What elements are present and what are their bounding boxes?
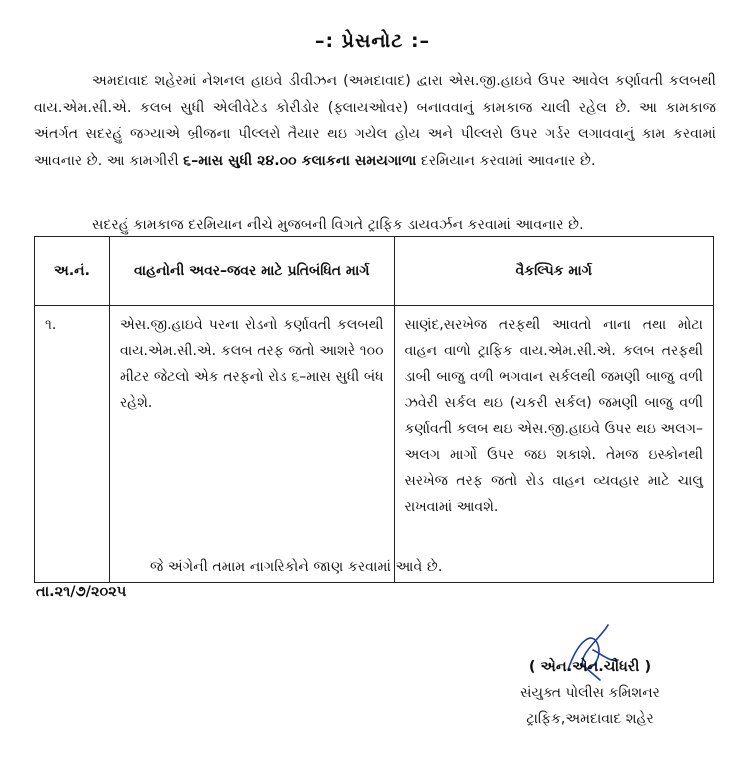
intro-tail: દરમિયાન કરવામાં આવનાર છે. bbox=[416, 152, 596, 169]
row-serial-no: ૧. bbox=[35, 306, 110, 583]
footer-note: જે અંગેની તમામ નાગરિકોને જાણ કરવામાં આવે છે. bbox=[150, 559, 443, 575]
intro-paragraph bbox=[34, 68, 716, 174]
signatory-name: ( એન.એન.ચૌધરી ) bbox=[528, 659, 652, 675]
press-note-title: –: પ્રેસનોટ :– bbox=[314, 30, 431, 52]
issue-date: તા.૨૧/૭/૨૦૨૫ bbox=[36, 584, 127, 600]
header-serial-no: અ.નં. bbox=[35, 237, 110, 306]
table-row bbox=[35, 306, 714, 583]
table-header-row bbox=[35, 237, 714, 306]
diversion-intro-paragraph: સદરહું કામકાજ દરમિયાન નીચે મુજબની વિગતે ટ્રાફિક ડાયવર્ઝન કરવામાં આવનાર છે. bbox=[92, 217, 584, 233]
signatory-office: ટ્રાફિક,અમદાવાદ શહેર bbox=[526, 711, 654, 727]
header-alternate-route: વૈકલ્પિક માર્ગ bbox=[394, 237, 714, 306]
intro-text: અમદાવાદ શહેરમાં નેશનલ હાઇવે ડીવીઝન (અમદાવાદ) દ્વારા એસ.જી.હાઇવે ઉપર આવેલ કર્ણાવતી કલબથી વાય.એમ.સી.એ. કલબ સુધી એલીવેટેડ કોરીડોર (ફ્લાયઓવર) બનાવવાનું કામકાજ ચાલી રહેલ છે. આ કામકાજ અંતર્ગત સદરહું જગ્યાએ બ્રીજના પીલ્લરો તૈયાર થઇ ગયેલ હોય અને પીલ્લરો ઉપર ગર્ડર લગાવવાનું કામ કરવામાં આવનાર છે. આ કામગીરી bbox=[34, 73, 716, 169]
header-restricted-route: વાહનોની અવર–જવર માટે પ્રતિબંધિત માર્ગ bbox=[109, 237, 394, 306]
signatory-designation: સંયુક્ત પોલીસ કમિશનર bbox=[520, 685, 660, 701]
signatory-block bbox=[470, 654, 710, 732]
diversion-table bbox=[34, 236, 714, 583]
row-alternate-route: સાણંદ,સરખેજ તરફથી આવતો નાના તથા મોટા વાહન વાળો ટ્રાફિક વાય.એમ.સી.એ. કલબ તરફથી ડાબી બાજુ વળી ભગવાન સર્કલથી જમણી બાજુ વળી ઝવેરી સર્કલ થઇ (ચકરી સર્કલ) જમણી બાજુ વળી કર્ણાવતી કલબ થઇ એસ.જી.હાઇવે ઉપર થઇ અલગ–અલગ માર્ગો ઉપર જઇ શકાશે. તેમજ ઇસ્કોનથી સરખેજ તરફ જતો રોડ વાહન વ્યવહાર માટે ચાલુ રાખવામાં આવશે. bbox=[394, 306, 714, 583]
intro-bold-duration: ૬–માસ સુધી ૨૪.૦૦ કલાકના સમયગાળા bbox=[183, 152, 417, 169]
row-restricted-route: એસ.જી.હાઇવે પરના રોડનો કર્ણાવતી કલબથી વાય.એમ.સી.એ. કલબ તરફ જતો આશરે ૧૦૦ મીટર જેટલો એક તરફનો રોડ ૬–માસ સુધી બંધ રહેશે. bbox=[109, 306, 394, 583]
